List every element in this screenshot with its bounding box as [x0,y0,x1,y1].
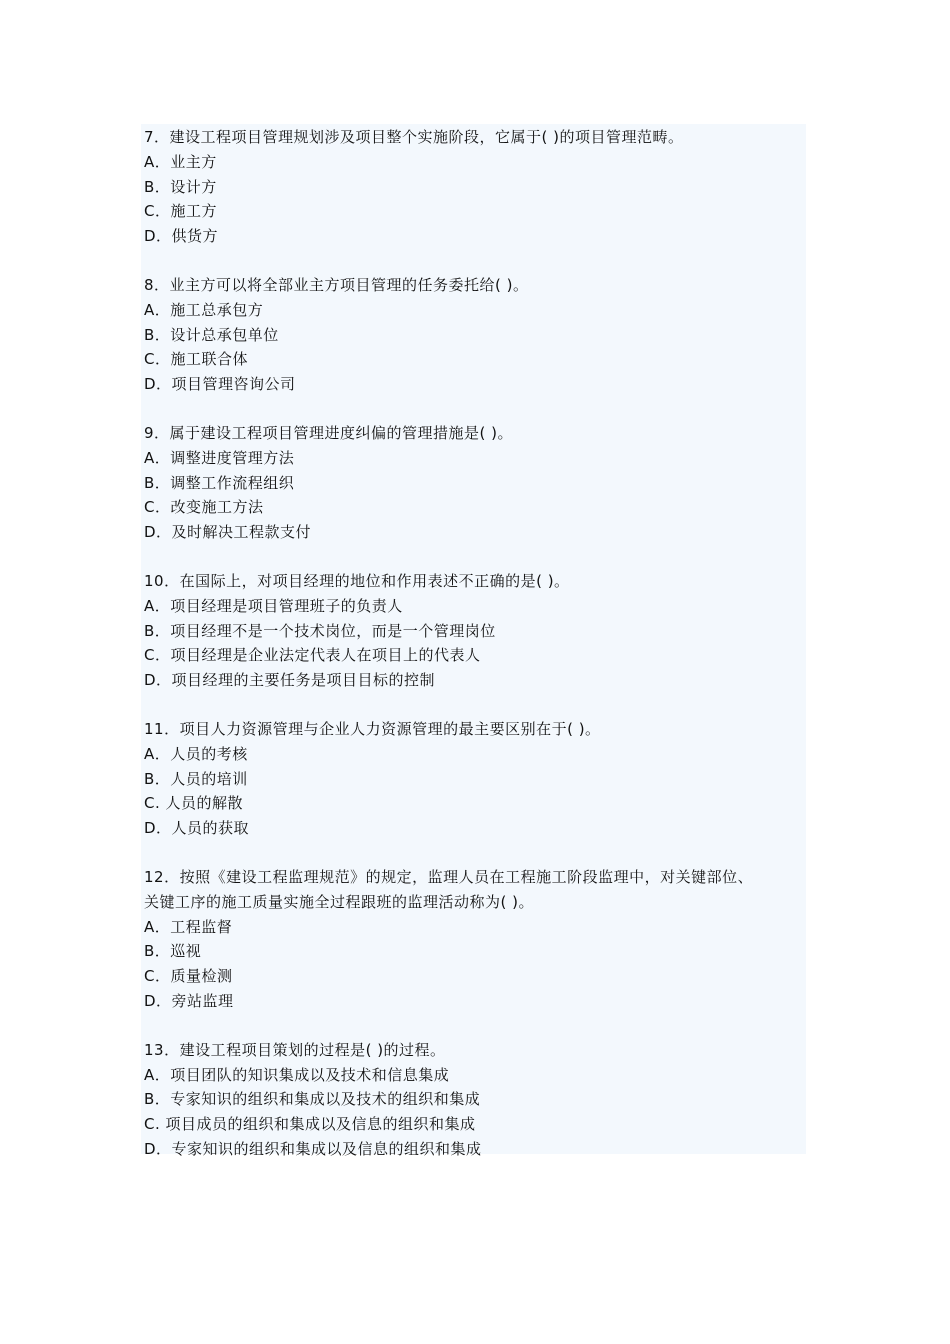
question-10 [144,569,804,693]
option-b: B．巡视 [144,942,202,961]
option-d: D．专家知识的组织和集成以及信息的组织和集成 [144,1139,482,1158]
option-a: A．项目经理是项目管理班子的负责人 [144,596,403,615]
question-stem-line-2: 关键工序的施工质量实施全过程跟班的监理活动称为( )。 [144,892,534,911]
option-c: C．施工联合体 [144,350,248,369]
question-stem: 11．项目人力资源管理与企业人力资源管理的最主要区别在于( )。 [144,719,601,738]
question-8 [144,273,804,397]
question-stem: 8．业主方可以将全部业主方项目管理的任务委托给( )。 [144,275,529,294]
question-list [144,125,804,1162]
option-c: C. 项目成员的组织和集成以及信息的组织和集成 [144,1115,476,1134]
option-c: C．项目经理是企业法定代表人在项目上的代表人 [144,646,481,665]
option-c: C．质量检测 [144,967,233,986]
option-b: B．设计总承包单位 [144,325,279,344]
question-12 [144,865,804,1014]
option-a: A．调整进度管理方法 [144,448,295,467]
option-d: D．供货方 [144,227,219,246]
option-a: A．人员的考核 [144,744,248,763]
option-d: D．项目管理咨询公司 [144,375,296,394]
question-stem-line-1: 12．按照《建设工程监理规范》的规定，监理人员在工程施工阶段监理中，对关键部位、 [144,867,754,886]
option-a: A．施工总承包方 [144,300,264,319]
option-c: C．改变施工方法 [144,498,264,517]
option-a: A．项目团队的知识集成以及技术和信息集成 [144,1065,450,1084]
question-11 [144,717,804,841]
option-d: D．人员的获取 [144,819,250,838]
question-7 [144,125,804,249]
option-b: B．项目经理不是一个技术岗位，而是一个管理岗位 [144,621,496,640]
option-d: D．旁站监理 [144,991,234,1010]
question-stem: 9．属于建设工程项目管理进度纠偏的管理措施是( )。 [144,423,514,442]
question-stem: 13．建设工程项目策划的过程是( )的过程。 [144,1040,446,1059]
option-b: B．人员的培训 [144,769,248,788]
option-d: D．项目经理的主要任务是项目目标的控制 [144,671,436,690]
option-c: C．施工方 [144,202,217,221]
question-13 [144,1038,804,1162]
option-a: A．工程监督 [144,917,233,936]
option-b: B．专家知识的组织和集成以及技术的组织和集成 [144,1090,481,1109]
question-stem: 10．在国际上，对项目经理的地位和作用表述不正确的是( )。 [144,571,570,590]
question-stem: 7．建设工程项目管理规划涉及项目整个实施阶段，它属于( )的项目管理范畴。 [144,128,684,146]
option-d: D．及时解决工程款支付 [144,523,312,542]
option-a: A．业主方 [144,152,217,171]
option-c: C. 人员的解散 [144,794,244,813]
option-b: B．调整工作流程组织 [144,473,295,492]
option-b: B．设计方 [144,177,217,196]
question-9 [144,421,804,545]
